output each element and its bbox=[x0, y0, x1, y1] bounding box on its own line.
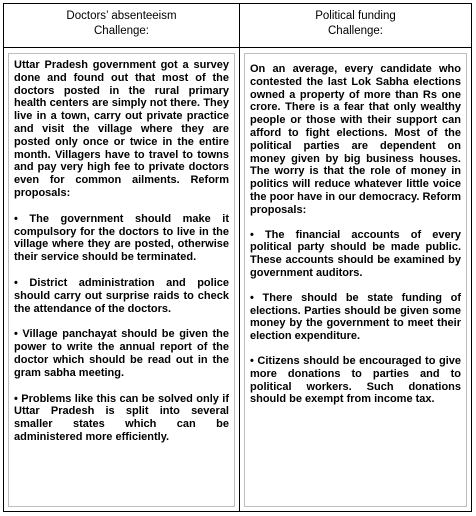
political-funding-column bbox=[240, 48, 471, 512]
political-funding-textbox bbox=[244, 53, 467, 507]
right-proposal-2: • There should be state funding of elections. Parties should be given some money by the government to meet their election expenditure. bbox=[250, 291, 461, 343]
doctors-absenteeism-column bbox=[4, 48, 240, 512]
left-paragraph-intro: Uttar Pradesh government got a survey done and found out that most of the doctors posted in the rural primary health centers are simply not there. They live in a town, carry out private practice and visit the village where they are posted only once or twice in the entire month. Villagers have to travel to towns and pay very high fee to private doctors even for common ailments. Reform proposals: bbox=[14, 59, 229, 199]
right-paragraph-intro: On an average, every candidate who contested the last Lok Sabha elections owned a property of more than Rs one crore. There is a fear that only wealthy people or those with their support can afford to fight elections. Most of the political parties are dependent on money given by big business houses. The worry is that the role of money in politics will reduce whatever little voice the poor have in our democracy. Reform proposals: bbox=[250, 63, 461, 216]
header-political-funding bbox=[240, 4, 471, 47]
comparison-table bbox=[3, 3, 472, 512]
right-header-title: Political funding bbox=[315, 10, 396, 22]
right-proposal-1: • The financial accounts of every political party should be made public. These accounts should be examined by government auditors. bbox=[250, 228, 461, 279]
left-header-title: Doctors’ absenteeism bbox=[66, 10, 177, 22]
header-doctors-absenteeism bbox=[4, 4, 240, 47]
left-proposal-4: • Problems like this can be solved only if Uttar Pradesh is split into several smaller states which can be administered more efficiently. bbox=[14, 392, 229, 443]
left-proposal-2: • District administration and police should carry out surprise raids to check the attendance of the doctors. bbox=[14, 276, 229, 315]
right-proposal-3: • Citizens should be encouraged to give more donations to parties and to political workers. Such donations should be exempt from income tax. bbox=[250, 354, 461, 406]
doctors-absenteeism-textbox bbox=[8, 53, 235, 507]
left-header-subtitle: Challenge: bbox=[94, 25, 149, 37]
left-proposal-3: • Village panchayat should be given the power to write the annual report of the doctor which should be read out in the gram sabha meeting. bbox=[14, 328, 229, 379]
right-header-subtitle: Challenge: bbox=[328, 25, 383, 37]
header-row bbox=[4, 4, 471, 47]
left-proposal-1: • The government should make it compulsory for the doctors to live in the village where they are posted, otherwise their service should be terminated. bbox=[14, 212, 229, 264]
body-row bbox=[4, 47, 471, 512]
